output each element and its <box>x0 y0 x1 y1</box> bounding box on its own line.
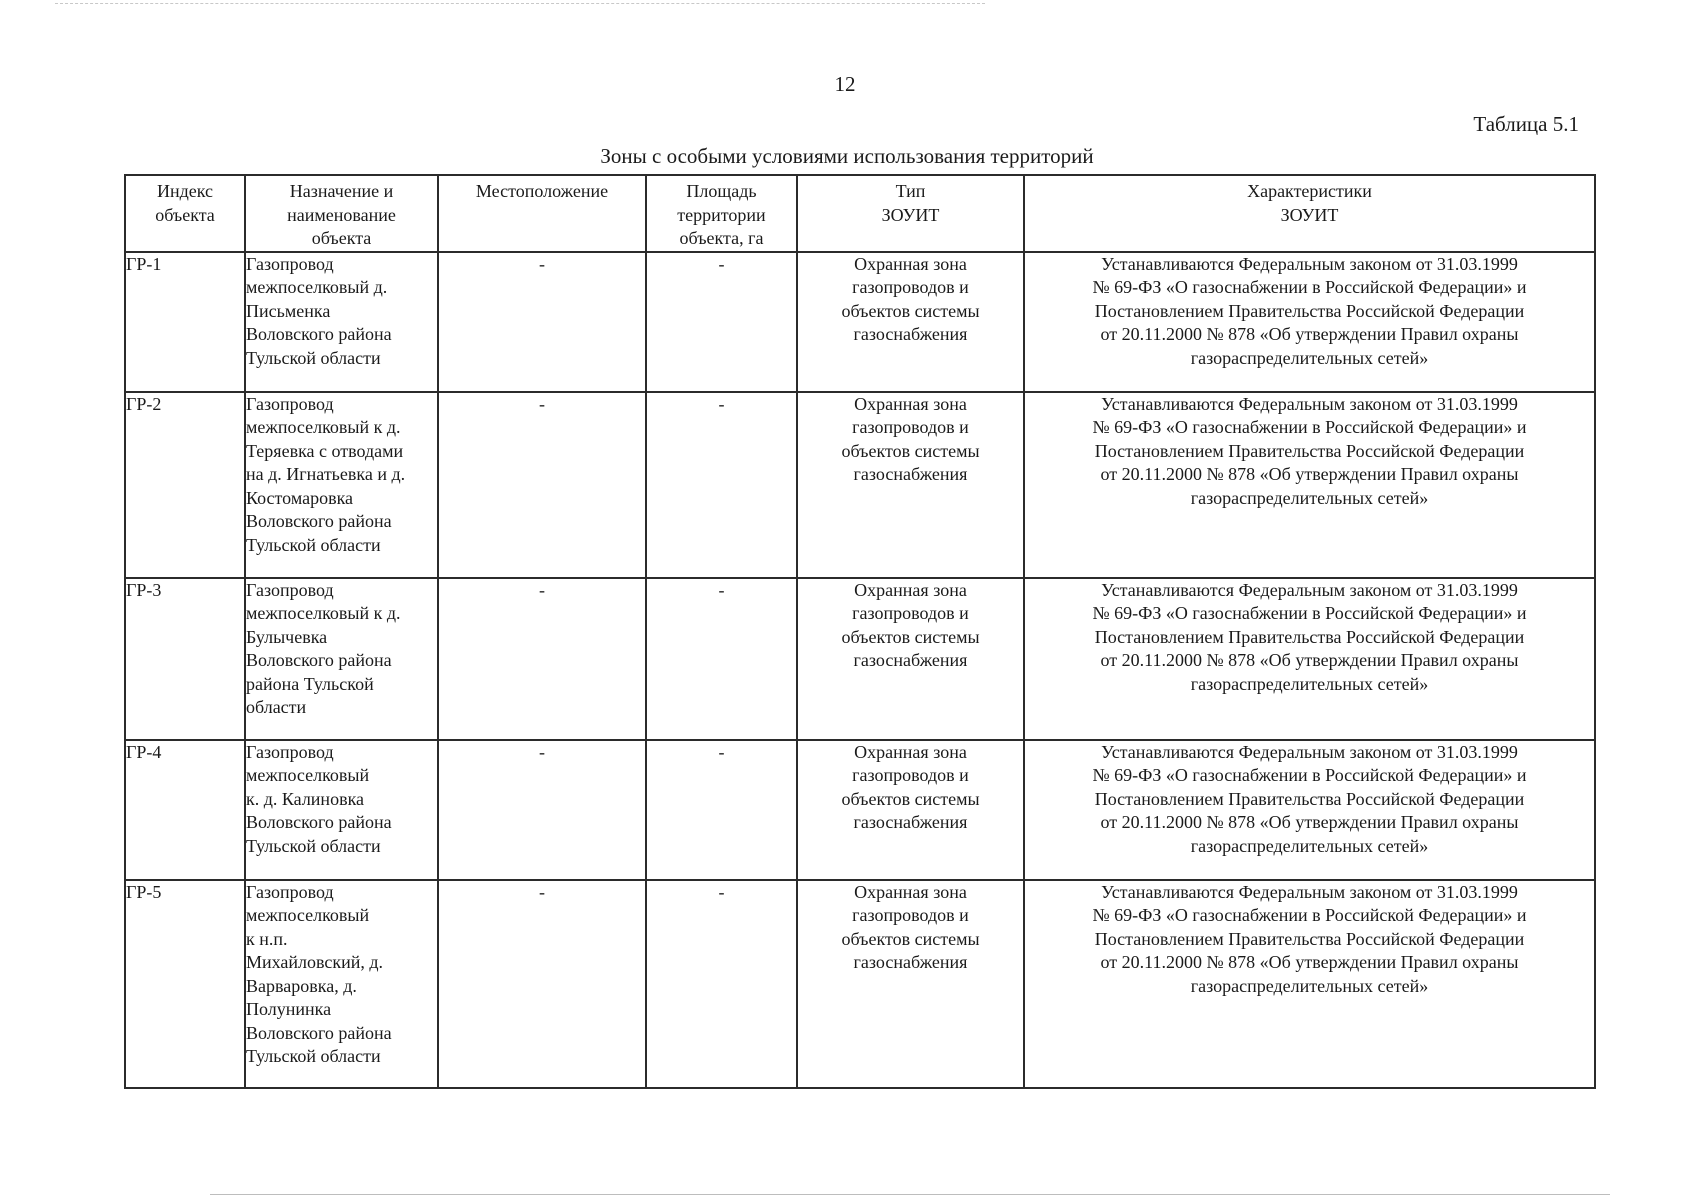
header-name: Назначение и наименование объекта <box>245 175 438 252</box>
table-label: Таблица 5.1 <box>1473 112 1579 136</box>
cell-location: - <box>438 578 646 740</box>
table-row <box>125 880 1595 1088</box>
header-area: Площадь территории объекта, га <box>646 175 797 252</box>
cell-area: - <box>646 252 797 392</box>
cell-name: Газопровод межпоселковый к н.п. Михайловский, д. Варваровка, д. Полунинка Воловского района Тульской области <box>245 880 438 1088</box>
cell-area: - <box>646 578 797 740</box>
cell-location: - <box>438 740 646 880</box>
cell-name: Газопровод межпоселковый к. д. Калиновка Воловского района Тульской области <box>245 740 438 880</box>
table-row <box>125 392 1595 578</box>
table-title: Зоны с особыми условиями использования территорий <box>600 144 1094 168</box>
cell-characteristics: Устанавливаются Федеральным законом от 31.03.1999 № 69-ФЗ «О газоснабжении в Российской Федерации» и Постановлением Правительства Российской Федерации от 20.11.2000 № 878 «Об утверждении Правил охраны газораспределительных сетей» <box>1024 740 1595 880</box>
header-characteristics: Характеристики ЗОУИТ <box>1024 175 1595 252</box>
page-number: 12 <box>834 72 856 96</box>
header-location: Местоположение <box>438 175 646 252</box>
cell-area: - <box>646 740 797 880</box>
header-index: Индекс объекта <box>125 175 245 252</box>
cell-location: - <box>438 392 646 578</box>
header-type: Тип ЗОУИТ <box>797 175 1024 252</box>
cell-type: Охранная зона газопроводов и объектов системы газоснабжения <box>797 252 1024 392</box>
cell-index: ГР-1 <box>125 252 245 392</box>
cell-index: ГР-5 <box>125 880 245 1088</box>
cell-area: - <box>646 880 797 1088</box>
cell-type: Охранная зона газопроводов и объектов системы газоснабжения <box>797 740 1024 880</box>
cell-characteristics: Устанавливаются Федеральным законом от 31.03.1999 № 69-ФЗ «О газоснабжении в Российской Федерации» и Постановлением Правительства Российской Федерации от 20.11.2000 № 878 «Об утверждении Правил охраны газораспределительных сетей» <box>1024 252 1595 392</box>
cell-characteristics: Устанавливаются Федеральным законом от 31.03.1999 № 69-ФЗ «О газоснабжении в Российской Федерации» и Постановлением Правительства Российской Федерации от 20.11.2000 № 878 «Об утверждении Правил охраны газораспределительных сетей» <box>1024 392 1595 578</box>
cell-characteristics: Устанавливаются Федеральным законом от 31.03.1999 № 69-ФЗ «О газоснабжении в Российской Федерации» и Постановлением Правительства Российской Федерации от 20.11.2000 № 878 «Об утверждении Правил охраны газораспределительных сетей» <box>1024 880 1595 1088</box>
cell-index: ГР-3 <box>125 578 245 740</box>
cell-name: Газопровод межпоселковый к д. Булычевка Воловского района района Тульской области <box>245 578 438 740</box>
cell-characteristics: Устанавливаются Федеральным законом от 31.03.1999 № 69-ФЗ «О газоснабжении в Российской Федерации» и Постановлением Правительства Российской Федерации от 20.11.2000 № 878 «Об утверждении Правил охраны газораспределительных сетей» <box>1024 578 1595 740</box>
table-row <box>125 740 1595 880</box>
cell-index: ГР-2 <box>125 392 245 578</box>
cell-location: - <box>438 880 646 1088</box>
cell-type: Охранная зона газопроводов и объектов системы газоснабжения <box>797 880 1024 1088</box>
table-row <box>125 252 1595 392</box>
cell-name: Газопровод межпоселковый к д. Теряевка с отводами на д. Игнатьевка и д. Костомаровка Воловского района Тульской области <box>245 392 438 578</box>
scan-artifact-bottom <box>210 1194 1610 1195</box>
cell-area: - <box>646 392 797 578</box>
cell-name: Газопровод межпоселковый д. Письменка Воловского района Тульской области <box>245 252 438 392</box>
cell-index: ГР-4 <box>125 740 245 880</box>
zones-table <box>124 174 1596 1089</box>
table-header-row <box>125 175 1595 252</box>
scan-artifact-top <box>55 3 985 4</box>
table-row <box>125 578 1595 740</box>
cell-location: - <box>438 252 646 392</box>
cell-type: Охранная зона газопроводов и объектов системы газоснабжения <box>797 578 1024 740</box>
cell-type: Охранная зона газопроводов и объектов системы газоснабжения <box>797 392 1024 578</box>
